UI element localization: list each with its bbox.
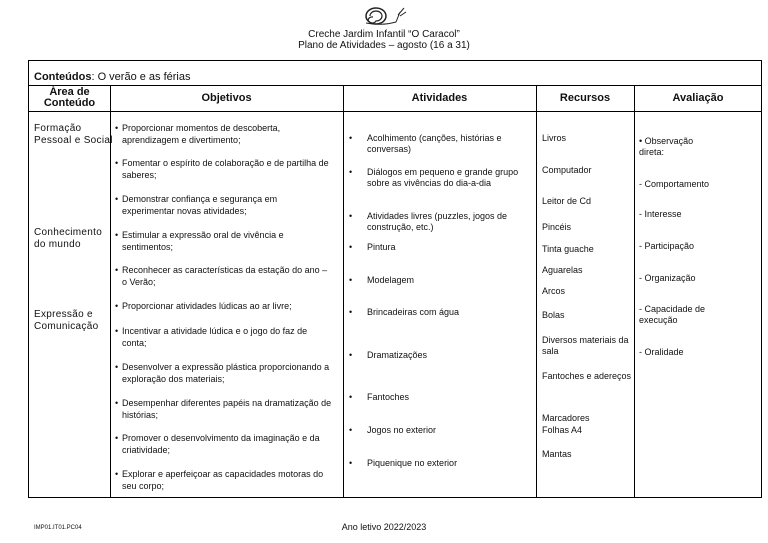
resource-item: Mantas: [542, 449, 572, 459]
bullet: •: [115, 265, 119, 275]
activity-text: Pintura: [367, 242, 396, 252]
evaluation-item: - Participação: [639, 241, 695, 251]
bullet: •: [349, 242, 353, 252]
activity-text: Dramatizações: [367, 350, 428, 360]
school-year: Ano letivo 2022/2023: [341, 522, 427, 532]
resource-item: Pincéis: [542, 222, 572, 232]
column-header-area: Área de Conteúdo: [43, 86, 96, 109]
activity-text: Fantoches: [367, 392, 410, 402]
column-divider: [634, 85, 635, 497]
bullet: •: [115, 398, 119, 408]
objective-text: Incentivar a atividade lúdica e o jogo do faz de conta;: [122, 326, 308, 348]
column-divider: [343, 85, 344, 497]
contents-line: [34, 71, 191, 83]
resource-item: Marcadores: [542, 413, 590, 423]
objective-text: Proporcionar momentos de descoberta, aprendizagem e divertimento;: [122, 123, 281, 145]
plan-title: Plano de Atividades – agosto (16 a 31): [298, 40, 470, 51]
area-personal-social: Formação Pessoal e Social: [34, 123, 113, 146]
objective-text: Estimular a expressão oral de vivência e sentimentos;: [122, 230, 284, 252]
bullet: •: [349, 425, 353, 435]
objective-text: Demonstrar confiança e segurança em experimentar novas atividades;: [122, 194, 278, 216]
school-name: Creche Jardim Infantil “O Caracol”: [308, 29, 460, 40]
objective-text: Promover o desenvolvimento da imaginação e da criatividade;: [122, 433, 320, 455]
evaluation-item: - Oralidade: [639, 347, 684, 357]
bullet: •: [115, 123, 119, 133]
bullet: •: [115, 433, 119, 443]
bullet: •: [349, 167, 353, 177]
resource-item: Diversos materiais da sala: [542, 335, 629, 356]
evaluation-item: - Capacidade de execução: [639, 304, 706, 325]
divider: [29, 111, 761, 112]
resource-item: Fantoches e adereços: [542, 371, 632, 381]
activity-text: Acolhimento (canções, histórias e conversas): [367, 133, 502, 154]
objective-text: Desempenhar diferentes papéis na dramatização de histórias;: [122, 398, 332, 420]
activity-text: Piquenique no exterior: [367, 458, 458, 468]
column-header-evaluation: Avaliação: [672, 91, 724, 104]
bullet: •: [115, 301, 119, 311]
resource-item: Folhas A4: [542, 425, 583, 435]
resource-item: Livros: [542, 133, 567, 143]
objective-text: Proporcionar atividades lúdicas ao ar livre;: [122, 301, 292, 311]
contents-value: : O verão e as férias: [91, 71, 191, 83]
bullet: •: [115, 362, 119, 372]
evaluation-item: - Organização: [639, 273, 696, 283]
bullet: •: [349, 307, 353, 317]
resource-item: Arcos: [542, 286, 566, 296]
activity-text: Brincadeiras com água: [367, 307, 460, 317]
bullet: •: [115, 230, 119, 240]
objective-text: Explorar e aperfeiçoar as capacidades motoras do seu corpo;: [122, 469, 324, 491]
evaluation-item: - Interesse: [639, 209, 682, 219]
resource-item: Leitor de Cd: [542, 196, 592, 206]
contents-label: Conteúdos: [34, 71, 92, 83]
bullet: •: [115, 158, 119, 168]
bullet: •: [349, 211, 353, 221]
bullet: •: [349, 350, 353, 360]
activity-text: Diálogos em pequeno e grande grupo sobre as vivências do dia-a-dia: [367, 167, 519, 188]
resource-item: Aguarelas: [542, 265, 583, 275]
bullet: •: [115, 469, 119, 479]
objective-text: Reconhecer as características da estação do ano – o Verão;: [122, 265, 328, 287]
bullet: •: [115, 194, 119, 204]
bullet: •: [349, 133, 353, 143]
activity-text: Atividades livres (puzzles, jogos de construção, etc.): [367, 211, 508, 232]
bullet: •: [349, 392, 353, 402]
activity-text: Jogos no exterior: [367, 425, 437, 435]
evaluation-item: • Observação direta:: [639, 136, 694, 157]
resource-item: Tinta guache: [542, 244, 594, 254]
area-world-knowledge: Conhecimento do mundo: [34, 227, 103, 250]
resource-item: Bolas: [542, 310, 565, 320]
snail-logo: [362, 4, 408, 26]
area-expression-communication: Expressão e Comunicação: [34, 309, 99, 332]
column-header-resources: Recursos: [559, 91, 611, 104]
objective-text: Desenvolver a expressão plástica proporcionando a exploração dos materiais;: [122, 362, 330, 384]
activity-text: Modelagem: [367, 275, 415, 285]
bullet: •: [349, 275, 353, 285]
bullet: •: [349, 458, 353, 468]
bullet: •: [115, 326, 119, 336]
activity-plan-table: [28, 60, 762, 498]
column-header-objectives: Objetivos: [201, 91, 252, 104]
column-header-activities: Atividades: [411, 91, 468, 104]
evaluation-item: - Comportamento: [639, 179, 710, 189]
document-code: IMP01.IT01.PC04: [34, 525, 82, 531]
objective-text: Fomentar o espírito de colaboração e de partilha de saberes;: [122, 158, 329, 180]
resource-item: Computador: [542, 165, 592, 175]
